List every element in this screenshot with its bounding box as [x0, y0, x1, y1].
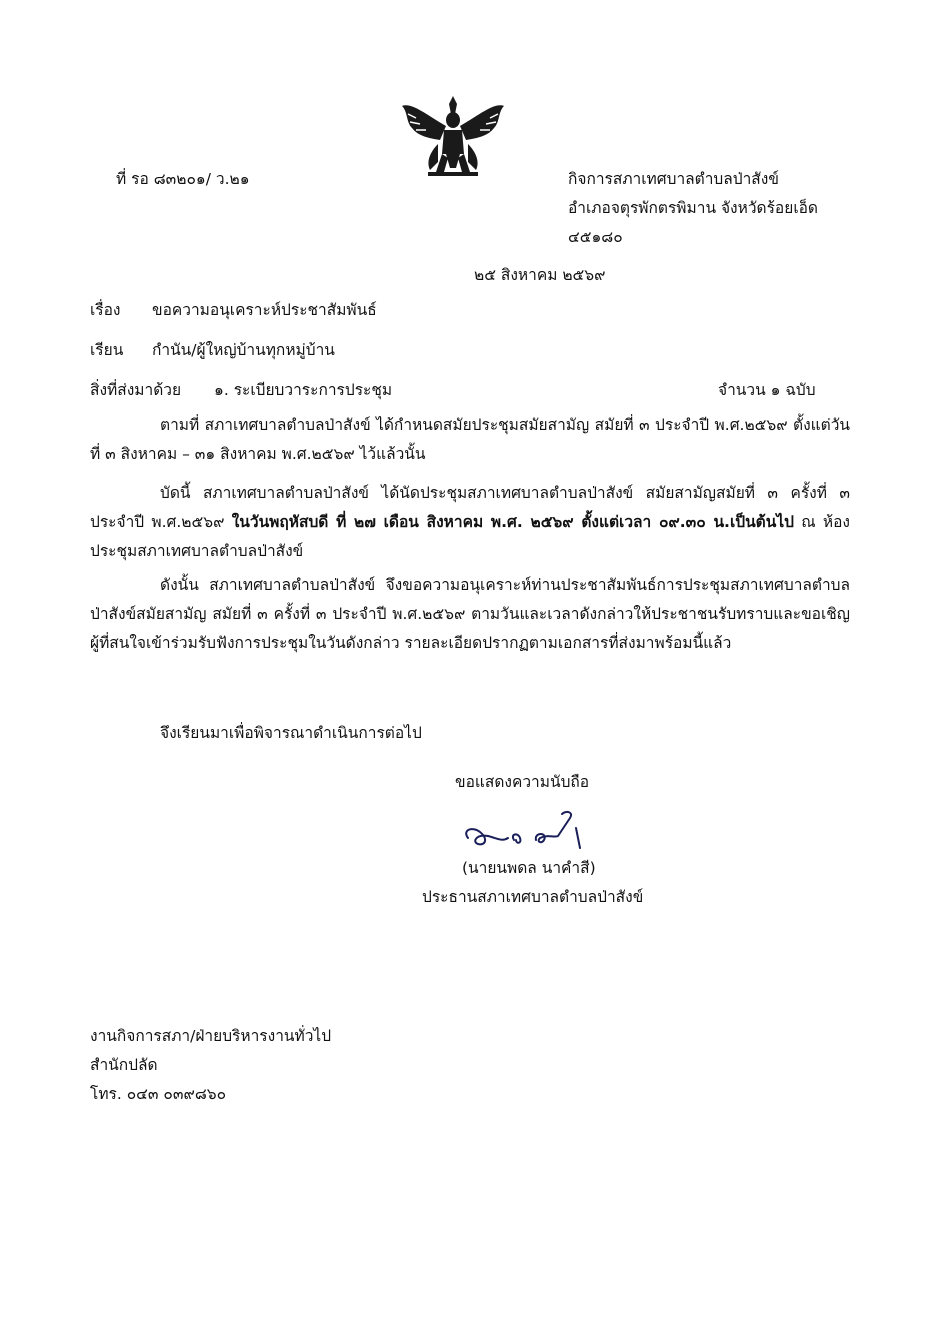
sender-org-line2: อำเภอจตุรพักตรพิมาน จังหวัดร้อยเอ็ด	[568, 199, 818, 217]
reference-number: ที่ รอ ๘๓๒๐๑/ ว.๒๑	[116, 170, 250, 188]
enclosure-count: จำนวน ๑ ฉบับ	[718, 381, 816, 399]
subject-label: เรื่อง	[90, 301, 121, 319]
garuda-emblem	[398, 92, 508, 184]
subject-text: ขอความอนุเคราะห์ประชาสัมพันธ์	[152, 301, 377, 319]
enclosure-label: สิ่งที่ส่งมาด้วย	[90, 381, 182, 399]
salutation: ขอแสดงความนับถือ	[455, 773, 590, 791]
recipient-label: เรียน	[90, 341, 124, 359]
body-paragraph-2: บัดนี้ สภาเทศบาลตำบลป่าสังข์ ได้นัดประชุมสภาเทศบาลตำบลป่าสังข์ สมัยสามัญสมัยที่ ๓ ครั้งที่ ๓ ประจำปี พ.ศ.๒๕๖๙ ในวันพฤหัสบดี ที่ ๒๗ เดือน สิงหาคม พ.ศ. ๒๕๖๙ ตั้งแต่เวลา ๐๙.๓๐ น.เป็นต้นไป ณ ห้องประชุมสภาเทศบาลตำบลป่าสังข์	[90, 484, 850, 560]
letter-date: ๒๕ สิงหาคม ๒๕๖๙	[474, 266, 606, 284]
sender-postcode: ๔๕๑๘๐	[568, 228, 623, 246]
footer-department: งานกิจการสภา/ฝ่ายบริหารงานทั่วไป	[90, 1027, 332, 1045]
body-paragraph-1: ตามที่ สภาเทศบาลตำบลป่าสังข์ ได้กำหนดสมัยประชุมสมัยสามัญ สมัยที่ ๓ ประจำปี พ.ศ.๒๕๖๙ ตั้งแต่วันที่ ๓ สิงหาคม – ๓๑ สิงหาคม พ.ศ.๒๕๖๙ ไว้แล้วนั้น	[90, 416, 850, 463]
body-paragraph-3: ดังนั้น สภาเทศบาลตำบลป่าสังข์ จึงขอความอนุเคราะห์ท่านประชาสัมพันธ์การประชุมสภาเทศบาลตำบลป่าสังข์สมัยสามัญ สมัยที่ ๓ ครั้งที่ ๓ ประจำปี พ.ศ.๒๕๖๙ ตามวันและเวลาดังกล่าวให้ประชาชนรับทราบและขอเชิญผู้ที่สนใจเข้าร่วมรับฟังการประชุมในวันดังกล่าว รายละเอียดปรากฏตามเอกสารที่ส่งมาพร้อมนี้แล้ว	[90, 576, 850, 652]
footer-phone: โทร. ๐๔๓ ๐๓๙๘๖๐	[90, 1085, 227, 1103]
meeting-date-time: ในวันพฤหัสบดี ที่ ๒๗ เดือน สิงหาคม พ.ศ. ๒๕๖๙ ตั้งแต่เวลา ๐๙.๓๐ น.เป็นต้นไป	[231, 513, 794, 531]
signature-image	[458, 808, 608, 856]
closing-request: จึงเรียนมาเพื่อพิจารณาดำเนินการต่อไป	[160, 724, 422, 742]
signer-title: ประธานสภาเทศบาลตำบลป่าสังข์	[422, 888, 644, 906]
recipient-text: กำนัน/ผู้ใหญ่บ้านทุกหมู่บ้าน	[152, 341, 335, 359]
footer-office: สำนักปลัด	[90, 1056, 158, 1074]
sender-org-line1: กิจการสภาเทศบาลตำบลป่าสังข์	[568, 170, 779, 188]
enclosure-text: ๑. ระเบียบวาระการประชุม	[214, 381, 393, 399]
signer-name: (นายนพดล นาคำสี)	[462, 859, 596, 877]
